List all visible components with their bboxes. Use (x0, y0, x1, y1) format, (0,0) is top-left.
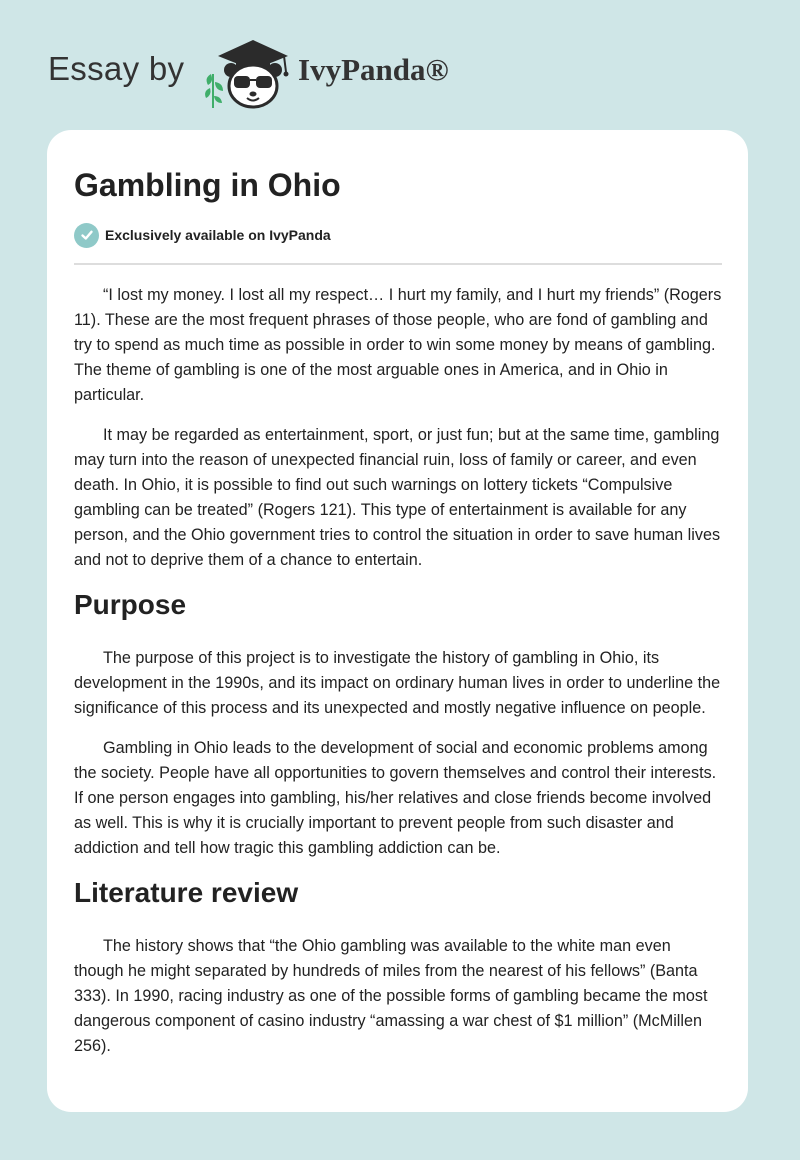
paragraph: The purpose of this project is to investigate the history of gambling in Ohio, its development in the 1990s, and its impact on ordinary human lives in order to underline the significance of this process and its unexpected and mostly negative influence on people. (74, 649, 721, 717)
essay-card (47, 130, 748, 1112)
divider (74, 263, 722, 265)
paragraph: “I lost my money. I lost all my respect… I hurt my family, and I hurt my friends” (Rogers 11). These are the most frequent phrases of those people, who are fond of gambling and try to spend as much time as possible in order to win some money by means of gambling. The theme of gambling is one of the most arguable ones in America, and in Ohio in particular. (74, 286, 722, 404)
page-title: Gambling in Ohio (74, 167, 341, 203)
paragraph: It may be regarded as entertainment, sport, or just fun; but at the same time, gambling may turn into the reason of unexpected financial ruin, loss of family or career, and even death. In Ohio, it is possible to find out such warnings on lottery tickets “Compulsive gambling can be treated” (Rogers 121). This type of entertainment is available for any person, and the Ohio government tries to control the situation in order to save human lives and not to deprive them of a chance to entertain. (74, 426, 721, 569)
paragraph: The history shows that “the Ohio gambling was available to the white man even though he might separated by hundreds of miles from the nearest of his fellows” (Banta 333). In 1990, racing industry as one of the possible forms of gambling became the most dangerous component of casino industry “amassing a war chest of $1 million” (McMillen 256). (74, 937, 708, 1055)
panda-logo-icon[interactable] (198, 34, 298, 110)
site-header (0, 0, 800, 130)
paragraph: Gambling in Ohio leads to the development of social and economic problems among the society. People have all opportunities to govern themselves and control their interests. If one person engages into gambling, his/her relatives and close friends become involved as well. This is why it is crucially important to prevent people from such disaster and addiction and tell how tragic this gambling addiction can be. (74, 739, 717, 857)
leaf-icon (205, 74, 223, 108)
brand-name[interactable]: IvyPanda® (298, 52, 449, 87)
essay-by-label: Essay by (48, 50, 185, 87)
exclusive-badge (74, 222, 722, 248)
check-circle-icon (74, 223, 99, 248)
section-heading-literature-review: Literature review (74, 877, 299, 908)
section-heading-purpose: Purpose (74, 589, 187, 620)
exclusive-label: Exclusively available on IvyPanda (105, 227, 331, 243)
